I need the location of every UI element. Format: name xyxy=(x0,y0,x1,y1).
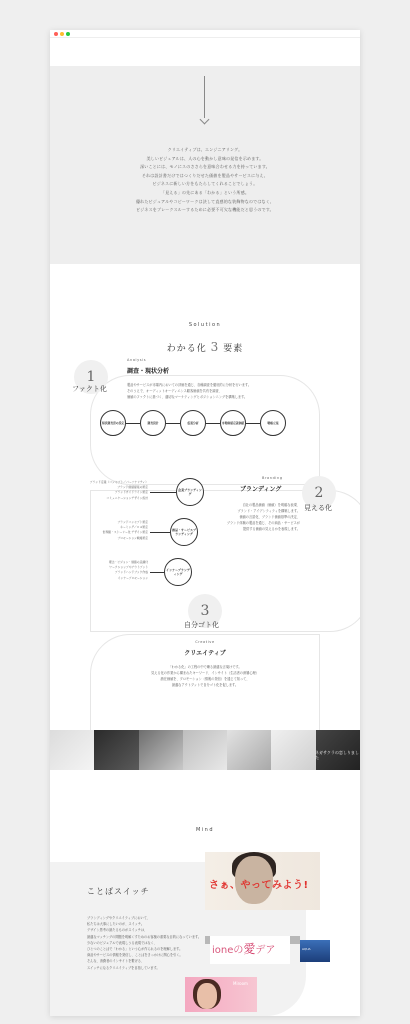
mind-line: デザイン思考の最たるものがスイッチは、 xyxy=(87,928,148,933)
ad2-copy-love: 愛 xyxy=(243,942,256,956)
desc-line: 潜在価値を、プロモーション（情報の発信）を通じて知って、 xyxy=(160,677,250,681)
step3-desc xyxy=(110,664,300,688)
step3-label: 自分ゴト化 xyxy=(184,621,219,629)
ad1-copy: さぁ、やってみよう! xyxy=(209,880,309,891)
mind-line: そんな、消費者のインサイトを繋げる、 xyxy=(87,959,145,964)
branding-item: 世界観・ストーリー化 デザイン策定 xyxy=(102,530,148,535)
ad2-copy-main: ioneの xyxy=(212,945,244,956)
mind-line: 商品やサービスの情報を発信し、ことばをきっかけに関心を引く。 xyxy=(87,953,183,958)
creative-photo-strip xyxy=(50,730,360,770)
scroll-line xyxy=(204,76,205,118)
ad2-copy xyxy=(212,940,275,957)
desc-line: 提供する価値の見えるかを表現します。 xyxy=(242,527,300,531)
step3-en: Creative xyxy=(195,640,215,644)
branding-item: ワークショップやアウトプット xyxy=(109,565,148,570)
desc-line: 価値のファクトに基づく、適切なマーケティングとポジションニングを構築します。 xyxy=(127,395,248,399)
analysis-flow xyxy=(100,410,290,440)
step1-number: 1 xyxy=(74,360,108,394)
branding-node-inner: インナーブランディング xyxy=(164,558,192,586)
intro-line: クリエイティブは、エンジニアリング。 xyxy=(167,147,243,152)
branding-item: ブランドハンドブック作成 xyxy=(114,570,148,575)
branding-item: 理念・ビジョン・価値の意識付 xyxy=(108,560,148,564)
desc-line: そのうえで、オーディットオーディエンス顧客価値を共有を調査、 xyxy=(127,389,222,393)
ad3-copy: AQUA xyxy=(302,947,311,951)
branding-item: ブランドコンセプト策定 xyxy=(117,520,148,524)
ad4-model-face xyxy=(197,983,217,1009)
mind-line: 最適なマッチングの間題を明解くすためのお客様の重要な目的になっています。 xyxy=(87,934,202,939)
solution-title-number: 3 xyxy=(210,340,220,354)
desc-line: 最適なアウトプットで自分ゴト化を促します。 xyxy=(171,683,239,687)
branding-item: コミュニケーションデザイン設計 xyxy=(106,495,148,500)
intro-line: ビジネスに新しい方をもたらしてくれることでしょう。 xyxy=(152,181,258,187)
step1-desc xyxy=(127,382,327,400)
desc-line: 製品やサービスが市場内においての評価を通じ、各種調査を徹底的に分析を行います。 xyxy=(127,383,252,387)
desc-line: 「わかる化」の工程の中で練る最適な言葉けです。 xyxy=(168,665,242,669)
intro-text xyxy=(70,146,340,215)
branding-item: ブランド定義（コンセプト／パーソナリティ） xyxy=(89,480,148,484)
ad4-copy: Miroom xyxy=(233,981,248,986)
flow-node: 仮説分析 xyxy=(180,410,206,436)
arrow-down-icon xyxy=(200,115,210,125)
solution-title-post: 要素 xyxy=(223,344,244,354)
solution-label: Solution xyxy=(188,322,222,328)
mind-line: 少ないのビジュアルで表現しうる表現ではなく、 xyxy=(87,940,157,945)
step1-title: 調査・現状分析 xyxy=(127,368,170,375)
intro-line: 優れたビジュアルやコピーワークは決して直感的な装飾物なのではなく、 xyxy=(135,198,275,204)
branding-list-corporate xyxy=(78,480,148,501)
mind-line: ひとつのことばで「わかる」という心が作られるのを理解します。 xyxy=(87,947,183,952)
desc-line: ブランド体験の製品を通じ、その商品・サービスが xyxy=(226,521,300,525)
ad-image-aqua xyxy=(300,940,330,962)
intro-section xyxy=(50,66,360,264)
branding-item: ブランド価値提案の策定 xyxy=(117,485,148,490)
flow-node: 市場価値定義価値 xyxy=(220,410,246,436)
step3-number: 3 xyxy=(188,594,222,628)
step2-title: ブランディング xyxy=(240,486,282,493)
flow-arrow xyxy=(166,423,180,424)
flow-node: 戦略立案 xyxy=(260,410,286,436)
page-content xyxy=(50,30,360,1016)
photo-products xyxy=(139,730,183,770)
branding-list-product xyxy=(78,520,148,541)
photo-paper xyxy=(50,730,94,770)
solution-title xyxy=(50,340,360,354)
branding-list-inner xyxy=(78,560,148,581)
step2-number: 2 xyxy=(302,476,336,510)
branding-node-product: 商品・サービスブランディング xyxy=(170,518,198,546)
step2-desc xyxy=(210,502,300,532)
flow-node: 調査設計 xyxy=(140,410,166,436)
desc-line: 見える化の作業から構まれたキーワード、インサイト（生活者の深層心理） xyxy=(151,671,259,675)
branding-connector xyxy=(150,492,176,493)
ad-image-ione xyxy=(210,936,290,964)
photo-poster xyxy=(227,730,271,770)
intro-line: 深いことには、モノにスのささらを意味合わせる力を持っています。 xyxy=(140,164,270,170)
photo-notebook xyxy=(94,730,138,770)
mind-line: ブランディングやクリエイティブにおいて、 xyxy=(87,916,151,920)
intro-line: 美しいビジュアルは、人の心を動かし意味の発信を示めます。 xyxy=(146,155,264,161)
mind-text xyxy=(87,915,207,971)
flow-node: 現状調査票の設定 xyxy=(100,410,126,436)
branding-item: プロモーション戦略策定 xyxy=(117,535,148,540)
step1-en: Analysis xyxy=(127,358,147,362)
branding-item: インナープロモーション xyxy=(117,575,148,580)
desc-line: ブランド・アイデンティティを構築します。 xyxy=(237,509,300,513)
step2-label: 見える化 xyxy=(304,504,332,512)
solution-title-pre: わかる化 xyxy=(166,344,207,354)
flow-arrow xyxy=(246,423,260,424)
mind-line: 私たちは大事にしたいのが、スイッチ。 xyxy=(87,922,145,927)
branding-item: ブランドガイドライン策定 xyxy=(114,490,148,495)
flow-arrow xyxy=(126,423,140,424)
ad-image-miroom xyxy=(185,977,257,1012)
intro-line: それは設計書だけではつくりだせた価値を製品やサービスに与え、 xyxy=(141,172,269,178)
photo-magazine xyxy=(271,730,315,770)
step3-title: クリエイティブ xyxy=(184,650,226,657)
mind-line: スイッチになるクリエイティブを目指しています。 xyxy=(87,965,160,970)
branding-connector xyxy=(150,572,164,573)
mind-title: ことばスイッチ xyxy=(87,887,150,896)
step1-label: ファクト化 xyxy=(72,385,107,393)
branding-connector xyxy=(150,532,170,533)
flow-arrow xyxy=(206,423,220,424)
intro-line: 「見える」の先にある「わかる」という所感。 xyxy=(160,189,250,195)
branding-item: ネーミング／ロゴ策定 xyxy=(120,525,148,530)
desc-line: 自社の製品価値（価値）を明確な表現、 xyxy=(242,503,300,507)
mind-label: Mind xyxy=(195,827,215,833)
photo-caption: ネガサクラの恋しりました xyxy=(315,750,359,760)
ad-image-sayatte xyxy=(205,852,320,910)
branding-node-corporate: 企業ブランディング xyxy=(176,478,204,506)
intro-line: ビジネスをブレークスルーするために必要不可欠な機能だと思うのです。 xyxy=(136,207,274,213)
photo-print xyxy=(183,730,227,770)
desc-line: 価値の言語化、ブランド価値基準の決定、 xyxy=(239,515,300,519)
step2-en: Branding xyxy=(262,476,283,480)
ad2-copy-tail: デア xyxy=(255,945,276,956)
